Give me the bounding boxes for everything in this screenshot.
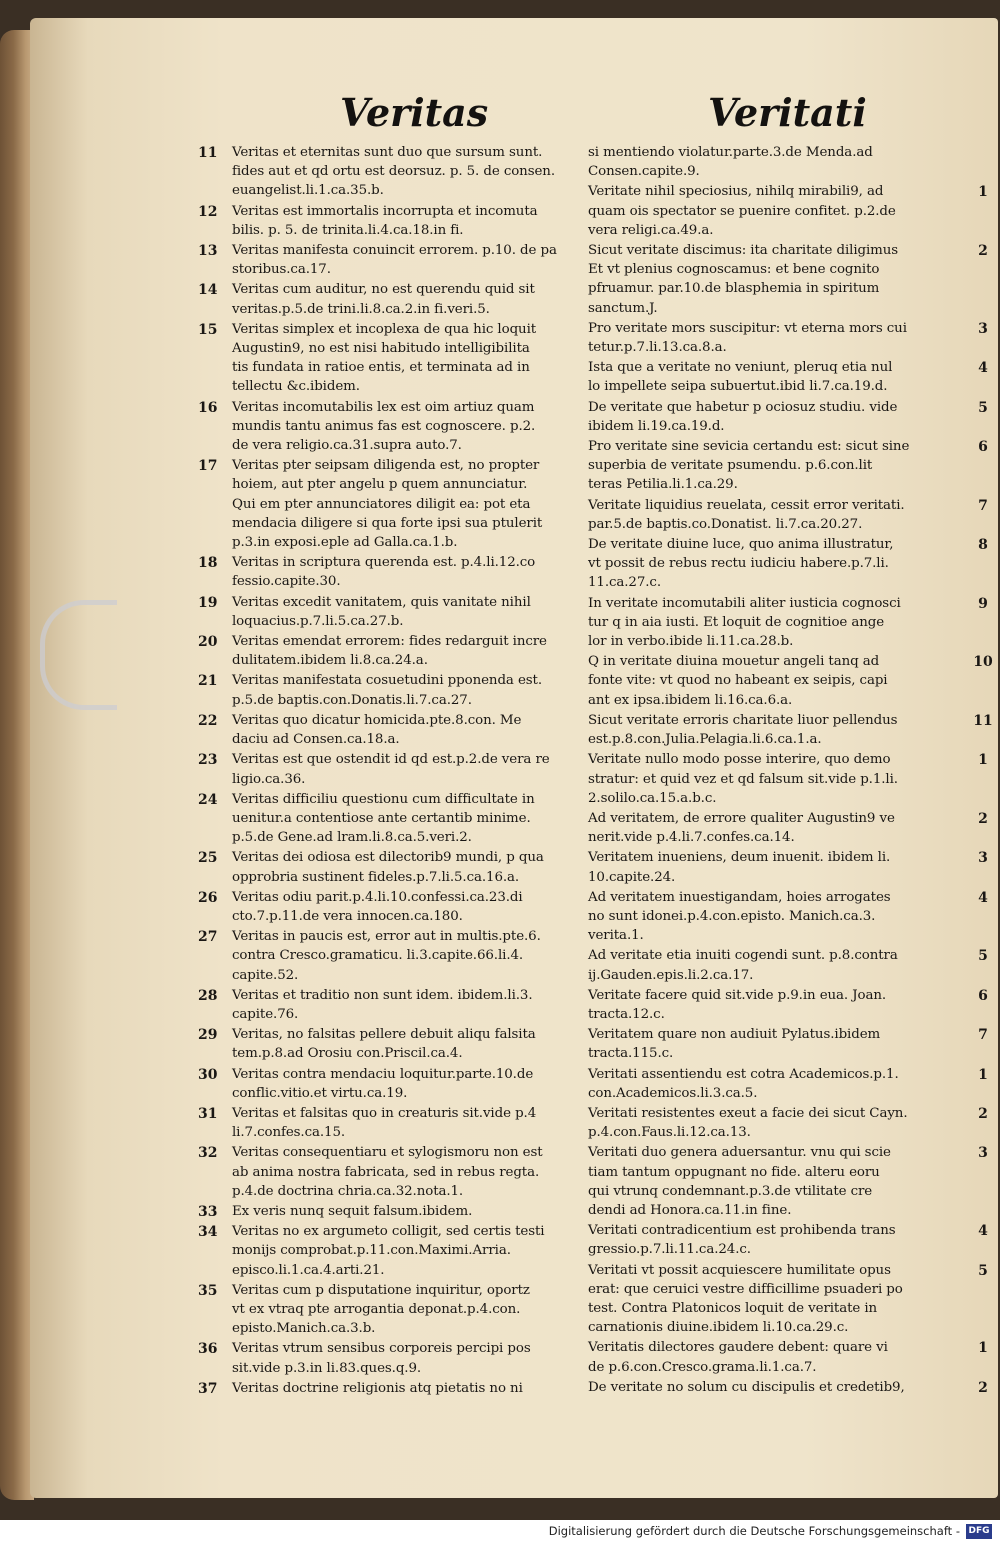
entry-number: 35 xyxy=(198,1282,218,1299)
entry-text: Veritas odiu parit.p.4.li.10.confessi.ca.23.di cto.7.p.11.de vera innocen.ca.180. xyxy=(232,889,523,924)
entry-text: Sicut veritate discimus: ita charitate diligimus Et vt plenius cognoscamus: et bene cognito pfruamur. par.10.de blasphemia in spiritum sanctum.J. xyxy=(588,243,899,316)
entry-number: 33 xyxy=(198,1203,218,1220)
entry-text: Ad veritatem, de errore qualiter Augustin9 ve nerit.vide p.4.li.7.confes.ca.14. xyxy=(588,810,895,846)
entry-text: Veritatem inueniens, deum inuenit. ibidem li. 10.capite.24. xyxy=(588,850,891,885)
entry-number: 10 xyxy=(973,654,993,671)
index-entry xyxy=(588,143,968,181)
entry-text: Ad veritatem inuestigandam, hoies arrogates no sunt idonei.p.4.con.episto. Manich.ca.3. verita.1. xyxy=(588,889,891,944)
index-entry xyxy=(198,241,578,279)
left-column xyxy=(198,143,578,1399)
index-entry xyxy=(588,1104,988,1142)
entry-number: 1 xyxy=(978,1066,988,1083)
entry-number: 5 xyxy=(978,1262,988,1279)
entry-text: Veritas manifestata cosuetudini pponenda est. p.5.de baptis.con.Donatis.li.7.ca.27. xyxy=(232,673,542,708)
entry-number: 28 xyxy=(198,987,218,1004)
entry-number: 37 xyxy=(198,1380,218,1397)
entry-number: 2 xyxy=(978,1105,988,1122)
entry-text: Pro veritate sine sevicia certandu est: sicut sine superbia de veritate psumendu. p.6.con.lit teras Petilia.li.1.ca.29. xyxy=(588,439,910,493)
entry-text: De veritate diuine luce, quo anima illustratur, vt possit de rebus rectu iudiciu habere.p.7.li. 11.ca.27.c. xyxy=(588,537,894,591)
entry-number: 4 xyxy=(978,1223,988,1240)
index-entry xyxy=(198,1104,578,1142)
index-entry xyxy=(588,319,988,357)
entry-text: Veritatem quare non audiuit Pylatus.ibidem tracta.115.c. xyxy=(588,1027,881,1062)
entry-number: 7 xyxy=(978,1027,988,1044)
entry-number: 1 xyxy=(978,752,988,769)
index-entry xyxy=(198,1143,578,1201)
entry-number: 27 xyxy=(198,929,218,946)
entry-text: Veritas emendat errorem: fides redarguit incre dulitatem.ibidem li.8.ca.24.a. xyxy=(232,634,547,669)
entry-number: 26 xyxy=(198,889,218,906)
index-entry xyxy=(198,280,578,318)
entry-text: si mentiendo violatur.parte.3.de Menda.ad Consen.capite.9. xyxy=(588,145,873,180)
entry-number: 22 xyxy=(198,712,218,729)
index-entry xyxy=(198,553,578,591)
entry-number: 17 xyxy=(198,458,218,475)
entry-text: Veritas et falsitas quo in creaturis sit.vide p.4 li.7.confes.ca.15. xyxy=(232,1105,537,1141)
entry-text: Veritas in scriptura querenda est. p.4.li.12.co fessio.capite.30. xyxy=(232,555,536,590)
entry-number: 6 xyxy=(978,987,988,1004)
entry-number: 3 xyxy=(978,320,988,337)
entry-number: 30 xyxy=(198,1066,218,1083)
index-entry xyxy=(588,1221,988,1259)
entry-text: De veritate que habetur p ociosuz studiu. vide ibidem li.19.ca.19.d. xyxy=(588,399,898,434)
entry-text: Veritas manifesta conuincit errorem. p.10. de pa storibus.ca.17. xyxy=(232,243,557,278)
footer-credit: Digitalisierung gefördert durch die Deutsche Forschungsgemeinschaft - xyxy=(548,1524,960,1538)
entry-text: Veritatis dilectores gaudere debent: quare vi de p.6.con.Cresco.grama.li.1.ca.7. xyxy=(588,1340,888,1375)
index-entry xyxy=(198,1025,578,1063)
footer-bar xyxy=(0,1520,1000,1544)
entry-text: Veritas incomutabilis lex est oim artiuz quam mundis tantu animus fas est cognoscere. p.2. de vera religio.ca.31.supra auto.7. xyxy=(232,399,536,454)
entry-text: Veritate nihil speciosius, nihilq mirabili9, ad quam ois spectator se puenire confitet. p.2.de vera religi.ca.49.a. xyxy=(588,184,896,238)
index-entry xyxy=(588,652,993,710)
entry-number: 4 xyxy=(978,889,988,906)
index-entry xyxy=(198,202,578,240)
index-entry xyxy=(588,750,988,808)
entry-text: Veritas dei odiosa est dilectorib9 mundi, p qua opprobria sustinent fideles.p.7.li.5.ca.16.a. xyxy=(232,850,544,885)
paper-clip xyxy=(40,600,117,710)
index-entry xyxy=(198,927,578,985)
index-entry xyxy=(588,535,988,593)
entry-number: 5 xyxy=(978,399,988,416)
entry-text: Veritas et traditio non sunt idem. ibidem.li.3. capite.76. xyxy=(232,987,533,1022)
index-entry xyxy=(588,986,988,1024)
index-entry xyxy=(198,790,578,848)
entry-text: Veritas quo dicatur homicida.pte.8.con. Me daciu ad Consen.ca.18.a. xyxy=(232,712,522,748)
entry-text: Veritas excedit vanitatem, quis vanitate nihil loquacius.p.7.li.5.ca.27.b. xyxy=(232,594,531,629)
index-entry xyxy=(588,358,988,396)
index-entry xyxy=(198,456,578,552)
index-entry xyxy=(198,711,578,749)
index-entry xyxy=(588,398,988,436)
entry-number: 14 xyxy=(198,282,218,299)
index-entry xyxy=(588,1025,988,1063)
entry-text: De veritate no solum cu discipulis et credetib9, xyxy=(588,1379,905,1395)
entry-text: Veritas vtrum sensibus corporeis percipi pos sit.vide p.3.in li.83.ques.q.9. xyxy=(232,1341,531,1376)
index-entry xyxy=(588,1338,988,1376)
index-entry xyxy=(588,182,988,240)
index-entry xyxy=(588,241,988,318)
entry-text: Veritas contra mendaciu loquitur.parte.10.de conflic.vitio.et virtu.ca.19. xyxy=(232,1066,534,1101)
entry-text: Veritati contradicentium est prohibenda trans gressio.p.7.li.11.ca.24.c. xyxy=(588,1223,896,1258)
entry-text: Veritate facere quid sit.vide p.9.in eua. Joan. tracta.12.c. xyxy=(588,987,887,1022)
index-entry xyxy=(198,1281,578,1339)
index-entry xyxy=(198,632,578,670)
index-entry xyxy=(198,750,578,788)
index-entry xyxy=(588,888,988,946)
index-entry xyxy=(198,143,578,201)
entry-text: Veritas est immortalis incorrupta et incomuta bilis. p. 5. de trinita.li.4.ca.18.in fi. xyxy=(232,203,538,238)
index-entry xyxy=(198,1065,578,1103)
index-entry xyxy=(588,496,988,534)
entry-number: 20 xyxy=(198,634,218,651)
entry-number: 1 xyxy=(978,1340,988,1357)
index-entry xyxy=(198,986,578,1024)
entry-text: Veritas cum auditur, no est querendu quid sit veritas.p.5.de trini.li.8.ca.2.in fi.veri.5. xyxy=(232,282,535,317)
entry-number: 16 xyxy=(198,399,218,416)
entry-number: 23 xyxy=(198,752,218,769)
index-entry xyxy=(198,1339,578,1377)
index-entry xyxy=(588,594,988,652)
entry-text: Q in veritate diuina mouetur angeli tanq ad fonte vite: vt quod no habeant ex seipis, capi ant ex ipsa.ibidem li.16.ca.6.a. xyxy=(588,654,888,708)
entry-number: 25 xyxy=(198,850,218,867)
entry-number: 36 xyxy=(198,1341,218,1358)
entry-number: 4 xyxy=(978,360,988,377)
entry-number: 8 xyxy=(978,537,988,554)
entry-number: 11 xyxy=(198,145,218,161)
index-entry xyxy=(588,711,993,749)
entry-text: Sicut veritate erroris charitate liuor pellendus est.p.8.con.Julia.Pelagia.li.6.ca.1.a. xyxy=(588,712,898,748)
running-header-right: Veritati xyxy=(708,90,867,135)
dfg-logo: DFG xyxy=(966,1524,992,1539)
running-header-left: Veritas xyxy=(340,90,489,135)
entry-number: 31 xyxy=(198,1105,218,1122)
entry-text: Veritati assentiendu est cotra Academicos.p.1. con.Academicos.li.3.ca.5. xyxy=(588,1066,899,1101)
entry-text: Veritati vt possit acquiescere humilitate opus erat: que ceruici vestre difficillime psuaderi po test. Contra Platonicos loquit de veritate in carnationis diuine.ibidem li.10.ca.29.c. xyxy=(588,1262,903,1336)
index-entry xyxy=(198,1379,578,1398)
index-entry xyxy=(198,1222,578,1280)
index-entry xyxy=(588,1143,988,1220)
entry-text: Veritas no ex argumeto colligit, sed certis testi monijs comprobat.p.11.con.Maximi.Arria. episco.li.1.ca.4.arti.21. xyxy=(232,1224,545,1278)
index-entry xyxy=(588,946,988,984)
entry-number: 11 xyxy=(973,712,993,729)
index-entry xyxy=(198,320,578,397)
index-entry xyxy=(588,1261,988,1338)
index-entry xyxy=(198,593,578,631)
entry-number: 34 xyxy=(198,1224,218,1241)
entry-text: Veritas, no falsitas pellere debuit aliqu falsita tem.p.8.ad Orosiu con.Priscil.ca.4. xyxy=(232,1027,536,1062)
index-entry xyxy=(588,848,988,886)
entry-text: Veritas difficiliu questionu cum difficultate in uenitur.a contentiose ante certantib minime. p.5.de Gene.ad lram.li.8.ca.5.veri.2. xyxy=(232,791,535,846)
entry-number: 21 xyxy=(198,673,218,690)
entry-number: 5 xyxy=(978,948,988,965)
entry-text: Veritas et eternitas sunt duo que sursum sunt. fides aut et qd ortu est deorsuz. p. 5. de consen. euangelist.li.1.ca.35.b. xyxy=(232,145,555,199)
entry-number: 15 xyxy=(198,321,218,338)
index-entry xyxy=(198,398,578,456)
entry-number: 32 xyxy=(198,1145,218,1162)
entry-number: 9 xyxy=(978,595,988,612)
index-entry xyxy=(198,1202,578,1221)
entry-number: 3 xyxy=(978,1145,988,1162)
entry-text: In veritate incomutabili aliter iusticia cognosci tur q in aia iusti. Et loquit de cognitioe ange lor in verbo.ibide li.11.ca.28.b. xyxy=(588,595,901,650)
book-edge xyxy=(0,30,34,1500)
entry-text: Pro veritate mors suscipitur: vt eterna mors cui tetur.p.7.li.13.ca.8.a. xyxy=(588,320,907,356)
entry-text: Veritas doctrine religionis atq pietatis no ni xyxy=(232,1380,523,1396)
entry-text: Veritas est que ostendit id qd est.p.2.de vera re ligio.ca.36. xyxy=(232,752,550,787)
entry-number: 12 xyxy=(198,203,218,220)
entry-number: 2 xyxy=(978,810,988,827)
entry-number: 2 xyxy=(978,243,988,260)
entry-text: Veritate nullo modo posse interire, quo demo stratur: et quid vez et qd falsum sit.vide p.1.li. 2.solilo.ca.15.a.b.c. xyxy=(588,752,898,806)
entry-text: Veritas cum p disputatione inquiritur, oportz vt ex vtraq pte arrogantia deponat.p.4.con. episto.Manich.ca.3.b. xyxy=(232,1282,530,1337)
entry-number: 1 xyxy=(978,184,988,201)
entry-text: Veritas in paucis est, error aut in multis.pte.6. contra Cresco.gramaticu. li.3.capite.66.li.4. capite.52. xyxy=(232,929,541,983)
entry-number: 18 xyxy=(198,555,218,572)
entry-text: Ex veris nunq sequit falsum.ibidem. xyxy=(232,1203,473,1219)
index-entry xyxy=(198,888,578,926)
entry-number: 24 xyxy=(198,791,218,808)
entry-text: Veritas pter seipsam diligenda est, no propter hoiem, aut pter angelu p quem annunciatur. Qui em pter annunciatores diligit ea: pot eta mendacia diligere si qua forte ipsi sua ptulerit p.3.in exposi.eple ad Galla.ca.1.b. xyxy=(232,458,543,551)
entry-text: Veritati duo genera aduersantur. vnu qui scie tiam tantum oppugnant no fide. alteru eoru qui vtrunq condemnant.p.3.de vtilitate cre dendi ad Honora.ca.11.in fine. xyxy=(588,1145,891,1218)
index-entry xyxy=(588,1378,988,1397)
entry-number: 2 xyxy=(978,1379,988,1396)
entry-text: Ista que a veritate no veniunt, pleruq etia nul lo impellete seipa subuertut.ibid li.7.ca.19.d. xyxy=(588,360,893,395)
entry-text: Veritati resistentes exeut a facie dei sicut Cayn. p.4.con.Faus.li.12.ca.13. xyxy=(588,1105,908,1141)
index-entry xyxy=(588,809,988,847)
index-entry xyxy=(198,671,578,709)
index-entry xyxy=(588,437,988,495)
entry-number: 7 xyxy=(978,497,988,514)
entry-number: 13 xyxy=(198,243,218,260)
entry-text: Veritas consequentiaru et sylogismoru non est ab anima nostra fabricata, sed in rebus regta. p.4.de doctrina chria.ca.32.nota.1. xyxy=(232,1145,543,1199)
entry-number: 29 xyxy=(198,1027,218,1044)
right-column xyxy=(588,143,993,1398)
entry-number: 3 xyxy=(978,850,988,867)
entry-text: Veritas simplex et incoplexa de qua hic loquit Augustin9, no est nisi habitudo intelligibilita tis fundata in ratioe entis, et terminata ad in tellectu &c.ibidem. xyxy=(232,321,537,395)
index-entry xyxy=(588,1065,988,1103)
index-entry xyxy=(198,848,578,886)
entry-number: 6 xyxy=(978,439,988,456)
entry-number: 19 xyxy=(198,594,218,611)
entry-text: Ad veritate etia inuiti cogendi sunt. p.8.contra ij.Gauden.epis.li.2.ca.17. xyxy=(588,948,898,983)
entry-text: Veritate liquidius reuelata, cessit error veritati. par.5.de baptis.co.Donatist. li.7.ca.20.27. xyxy=(588,497,905,532)
